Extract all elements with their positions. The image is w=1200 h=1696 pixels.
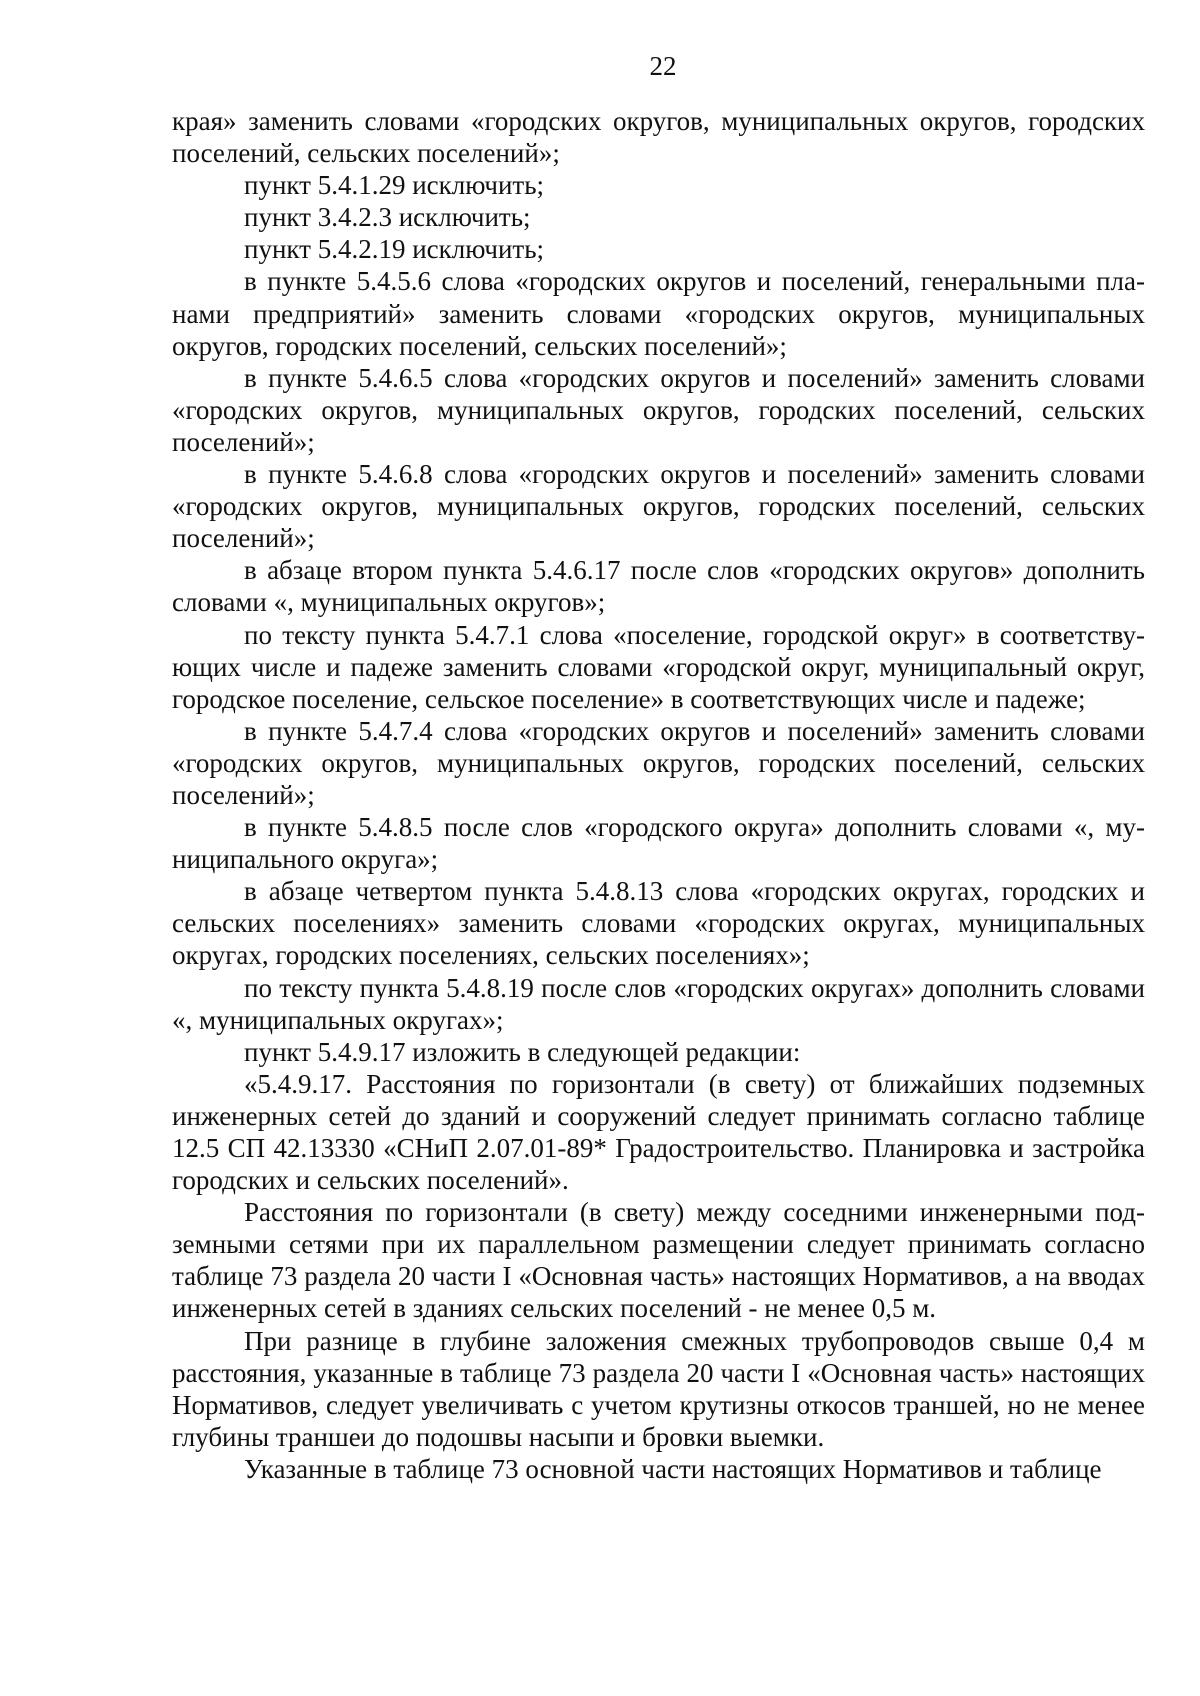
paragraph: пункт 5.4.1.29 исключить; [244,170,545,201]
paragraph: в абзаце втором пункта 5.4.6.17 после слов «городских округов» дополнить словами «, муниципальных округов»; [172,555,1145,618]
paragraph: Расстояния по горизонтали (в свету) между соседними инженерными подземными сетями при их параллельном размещении следует принимать согласно таблице 73 раздела 20 части I «Основная часть» настоящих Нормативов, а на вводах инженерных сетей в зданиях сельских поселений - не менее 0,5 м. [172,1197,1145,1324]
document-body [172,105,1145,1485]
paragraph: в пункте 5.4.7.4 слова «городских округов и поселений» заменить словами «городских округов, муниципальных округов, городских поселений, сельских поселений»; [172,715,1145,810]
paragraph: в пункте 5.4.8.5 после слов «городского округа» дополнить словами «, муниципального округа»; [172,812,1145,875]
paragraph: в абзаце четвертом пункта 5.4.8.13 слова «городских округах, городских и сельских поселениях» заменить словами «городских округах, муниципальных округах, городских поселениях, сельских поселениях»; [172,876,1145,971]
paragraph: Указанные в таблице 73 основной части настоящих Нормативов и таблице [244,1453,1102,1484]
paragraph: в пункте 5.4.6.8 слова «городских округов и поселений» заменить словами «городских округов, муниципальных округов, городских поселений, сельских поселений»; [172,459,1145,554]
paragraph: по тексту пункта 5.4.8.19 после слов «городских округах» дополнить словами «, муниципальных округах»; [172,972,1145,1035]
paragraph: края» заменить словами «городских округов, муниципальных округов, городских поселений, сельских поселений»; [172,106,1145,169]
paragraph: в пункте 5.4.5.6 слова «городских округов и поселений, генеральными планами предприятий» заменить словами «городских округов, муниципальных округов, городских поселений, сельских поселений»; [172,266,1145,361]
paragraph: пункт 5.4.9.17 изложить в следующей редакции: [244,1036,801,1067]
paragraph: При разнице в глубине заложения смежных трубопроводов свыше 0,4 м расстояния, указанные в таблице 73 раздела 20 части I «Основная часть» настоящих Нормативов, следует увеличивать с учетом крутизны откосов траншей, но не менее глубины траншеи до подошвы насыпи и бровки выемки. [172,1325,1145,1452]
paragraph: пункт 5.4.2.19 исключить; [244,234,545,265]
paragraph: «5.4.9.17. Расстояния по горизонтали (в свету) от ближайших подземных инженерных сетей до зданий и сооружений следует принимать согласно таблице 12.5 СП 42.13330 «СНиП 2.07.01-89* Градостроительство. Планировка и застройка городских и сельских поселений». [172,1068,1145,1196]
page-number: 22 [649,51,677,81]
paragraph: пункт 3.4.2.3 исключить; [244,202,531,233]
paragraph: в пункте 5.4.6.5 слова «городских округов и поселений» заменить словами «городских округов, муниципальных округов, городских поселений, сельских поселений»; [172,362,1145,457]
paragraph: по тексту пункта 5.4.7.1 слова «поселение, городской округ» в соответствующих числе и падеже заменить словами «городской округ, муниципальный округ, городское поселение, сельское поселение» в соответствующих числе и падеже; [172,619,1145,714]
